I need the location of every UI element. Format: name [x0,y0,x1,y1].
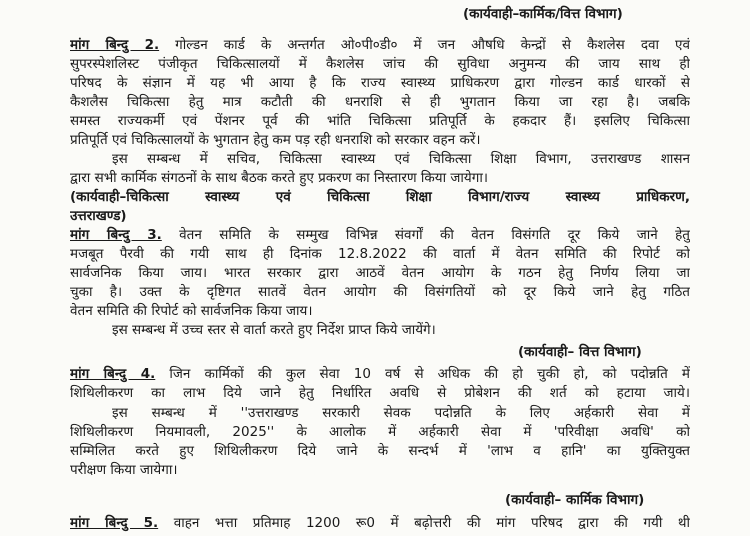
demand2-action-1: (कार्यवाही–चिकित्सा स्वास्थ्य एवं चिकित्सा शिक्षा विभाग/राज्य स्वास्थ्य प्राधिकरण, [70,189,690,205]
demand3-line-3: सार्वजनिक किया जाय। भारत सरकार द्वारा आठवें वेतन आयोग के गठन हेतु निर्णय लिया जा [70,265,690,281]
demand3-action: (कार्यवाही– वित्त विभाग) [518,344,642,360]
demand3-line-4: चुका है। उक्त के दृष्टिगत सातवें वेतन आयोग की विसंगतियों को दूर किये जाने हेतु गठित [70,284,690,300]
demand2-action-2: उत्तराखण्ड) [70,208,127,224]
demand4-line-6: परीक्षण किया जायेगा। [70,462,178,478]
demand3-heading: मांग बिन्दु 3. [70,227,162,243]
demand2-line-8: द्वारा सभी कार्मिक संगठनों के साथ बैठक करते हुए प्रकरण का निस्तारण किया जायेगा। [70,170,488,186]
demand3-line-5: वेतन समिति की रिपोर्ट को सार्वजनिक किया जाय। [70,303,313,319]
demand2-line-3: परिषद के संज्ञान में यह भी आया है कि राज्य स्वास्थ्य प्राधिकरण द्वारा गोल्डन कार्ड धारकों से [70,75,690,91]
demand4-line-4: शिथिलीकरण नियमावली, 2025'' के आलोक में अर्हकारी सेवा में 'परिवीक्षा अवधि' को [70,424,690,440]
demand4-line-5: सम्मिलित करते हुए शिथिलीकरण दिये जाने के सन्दर्भ में 'लाभ व हानि' का युक्तियुक्त [70,443,690,459]
action-note-top: (कार्यवाही–कार्मिक/वित्त विभाग) [463,6,623,22]
demand4-line-3: इस सम्बन्ध में ''उत्तराखण्ड सरकारी सेवक पदोन्नति के लिए अर्हकारी सेवा में [112,405,690,421]
demand4-line-1: मांग बिन्दु 4. जिन कार्मिकों की कुल सेवा 10 वर्ष से अधिक की हो चुकी हो, को पदोन्नति में [70,366,690,382]
demand5-heading: मांग बिन्दु 5. [70,515,159,531]
demand2-line-7: इस सम्बन्ध में सचिव, चिकित्सा स्वास्थ्य एवं चिकित्सा शिक्षा विभाग, उत्तराखण्ड शासन [112,151,690,167]
demand5-line-1: मांग बिन्दु 5. वाहन भत्ता प्रतिमाह 1200 रू0 में बढ़ोत्तरी की मांग परिषद द्वारा की गयी थी [70,515,690,531]
demand2-line-4: कैशलैस चिकित्सा हेतु मात्र कटौती की धनराशि से ही भुगतान किया जा रहा है। जबकि [70,94,690,110]
demand2-line-5: समस्त राज्यकर्मी एवं पेंशनर पूर्व की भांति चिकित्सा प्रतिपूर्ति के हकदार हैं। इसलिए चिकित्सा [70,113,690,129]
demand4-heading: मांग बिन्दु 4. [70,366,156,382]
demand2-line-6: प्रतिपूर्ति एवं चिकित्सालयों के भुगतान हेतु कम पड़ रही धनराशि को सरकार वहन करें। [70,132,481,148]
demand3-line-2: मजबूत पैरवी की गयी साथ ही दिनांक 12.8.2022 की वार्ता में वेतन समिति की रिपोर्ट को [70,246,690,262]
demand3-line-6: इस सम्बन्ध में उच्च स्तर से वार्ता करते हुए निर्देश प्राप्त किये जायेंगे। [112,322,436,338]
demand4-line-2: शिथिलीकरण का लाभ दिये जाने हेतु निर्धारित अवधि से प्रोबेशन की शर्त को हटाया जाये। [70,385,690,401]
demand2-heading: मांग बिन्दु 2. [70,37,160,53]
demand2-line-1: मांग बिन्दु 2. गोल्डन कार्ड के अन्तर्गत ओ०पी०डी० में जन औषधि केन्द्रों से कैशलेस दवा एवं [70,37,690,53]
demand4-action: (कार्यवाही– कार्मिक विभाग) [505,492,645,508]
demand2-line-2: सुपरस्पेशलिस्ट पंजीकृत चिकित्सालयों में कैशलेस जांच की सुविधा अनुमन्य की जाय साथ ही [70,56,690,72]
demand3-line-1: मांग बिन्दु 3. वेतन समिति के सम्मुख विभिन्न संवर्गों की वेतन विसंगति दूर किये जाने हेतु [70,227,690,243]
